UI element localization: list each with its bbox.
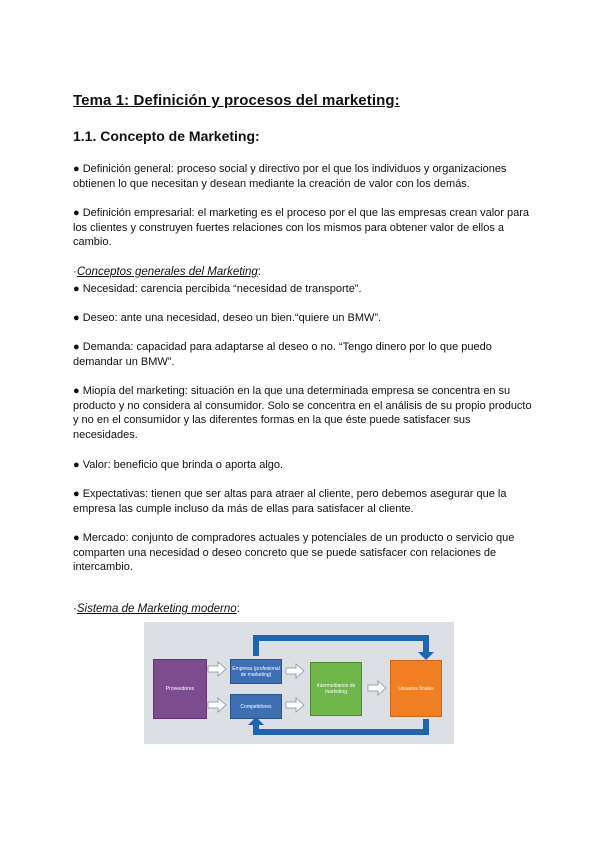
concepts-subheading: ·Conceptos generales del Marketing: <box>73 266 261 278</box>
arrow-emp-inter <box>286 664 304 678</box>
intermediaries-box: Intermediarios de marketing <box>310 662 362 716</box>
concept-expectations: ● Expectativas: tienen que ser altas para atraer al cliente, pero debemos asegurar que la empresa las cumple incluso da más de ellas para satisfacer al cliente. <box>73 488 507 515</box>
concept-market: ● Mercado: conjunto de compradores actuales y potenciales de un producto o servicio que comparten una necesidad o deseo concreto que se puede satisfacer con relaciones de intercambio. <box>73 532 515 574</box>
arrow-inter-usu <box>368 681 386 695</box>
end-users-box: Usuarios finales <box>390 660 442 717</box>
arrow-prov-emp <box>208 662 226 676</box>
competitors-box: Competidores <box>230 694 282 719</box>
section-heading: 1.1. Concepto de Marketing: <box>73 128 260 144</box>
concept-need: ● Necesidad: carencia percibida “necesidad de transporte”. <box>73 283 362 295</box>
arrow-comp-inter <box>286 698 304 712</box>
arrow-prov-comp <box>208 698 226 712</box>
page-title: Tema 1: Definición y procesos del marketing: <box>73 92 400 109</box>
top-flow-arrowhead <box>418 652 434 660</box>
bottom-flow-arrow <box>256 719 426 732</box>
definition-business: ● Definición empresarial: el marketing es el proceso por el que las empresas crean valor para los clientes y construyen fuertes relaciones con los mismos para obtener valor de ellos a cambio. <box>73 207 530 249</box>
company-box: Empresa (profesional de marketing) <box>230 659 282 684</box>
suppliers-box: Proveedores <box>153 659 207 719</box>
concept-desire: ● Deseo: ante una necesidad, deseo un bien.“quiere un BMW”. <box>73 312 382 324</box>
concept-demand: ● Demanda: capacidad para adaptarse al deseo o no. “Tengo dinero por lo que puedo demandar un BMW”. <box>73 341 492 368</box>
definition-general: ● Definición general: proceso social y directivo por el que los individuos y organizaciones obtienen lo que necesitan y desean mediante la creación de valor con los demás. <box>73 163 507 190</box>
system-subheading: ·Sistema de Marketing moderno: <box>73 603 240 615</box>
concept-myopia: ● Miopía del marketing: situación en la que una determinada empresa se concentra en su producto y no considera al consumidor. Solo se concentra en el análisis de su propio producto y no en el consumidor y las diferentes formas en la que éste puede satisfacer sus necesidades. <box>73 385 532 441</box>
marketing-system-diagram <box>144 622 454 744</box>
top-flow-arrow <box>256 638 426 656</box>
concept-value: ● Valor: beneficio que brinda o aporta algo. <box>73 459 284 471</box>
